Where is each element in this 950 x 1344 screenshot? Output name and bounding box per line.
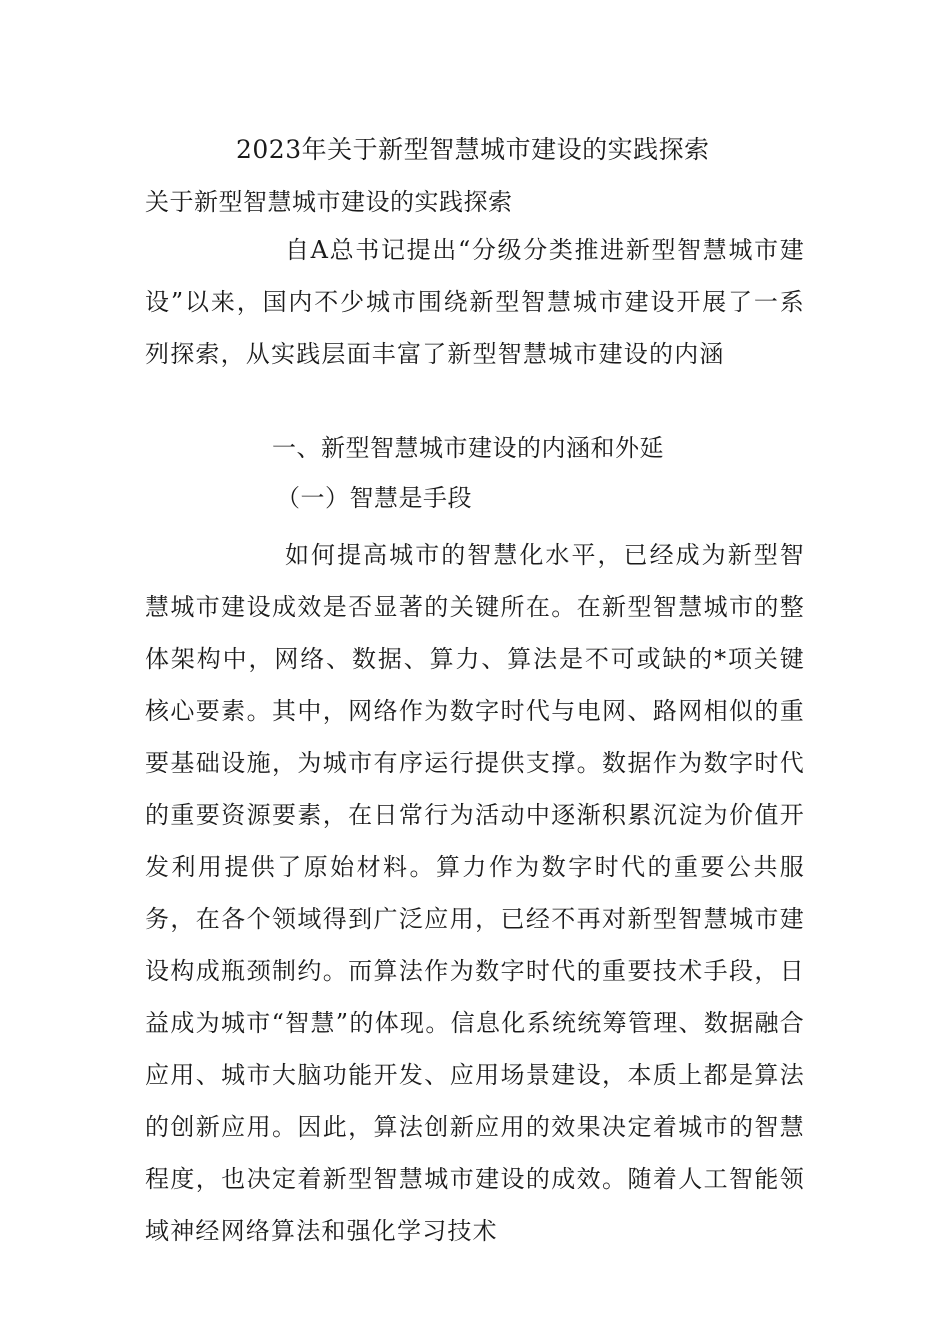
body-paragraph: 如何提高城市的智慧化水平，已经成为新型智慧城市建设成效是否显著的关键所在。在新型智慧城市的整体架构中，网络、数据、算力、算法是不可或缺的*项关键核心要素。其中，网络作为数字时代与电网、路网相似的重要基础设施，为城市有序运行提供支撑。数据作为数字时代的重要资源要素，在日常行为活动中逐渐积累沉淀为价值开发利用提供了原始材料。算力作为数字时代的重要公共服务，在各个领域得到广泛应用，已经不再对新型智慧城市建设构成瓶颈制约。而算法作为数字时代的重要技术手段，日益成为城市“智慧”的体现。信息化系统统筹管理、数据融合应用、城市大脑功能开发、应用场景建设，本质上都是算法的创新应用。因此，算法创新应用的效果决定着城市的智慧程度，也决定着新型智慧城市建设的成效。随着人工智能领域神经网络算法和强化学习技术 bbox=[145, 541, 805, 1245]
document-title: 2023年关于新型智慧城市建设的实践探索 bbox=[236, 135, 710, 164]
document-subtitle: 关于新型智慧城市建设的实践探索 bbox=[145, 188, 513, 216]
subsection-heading: （一）智慧是手段 bbox=[276, 484, 472, 512]
intro-paragraph: 自A总书记提出“分级分类推进新型智慧城市建设”以来，国内不少城市围绕新型智慧城市建设开展了一系列探索，从实践层面丰富了新型智慧城市建设的内涵 bbox=[145, 236, 805, 368]
section-heading: 一、新型智慧城市建设的内涵和外延 bbox=[272, 434, 664, 462]
